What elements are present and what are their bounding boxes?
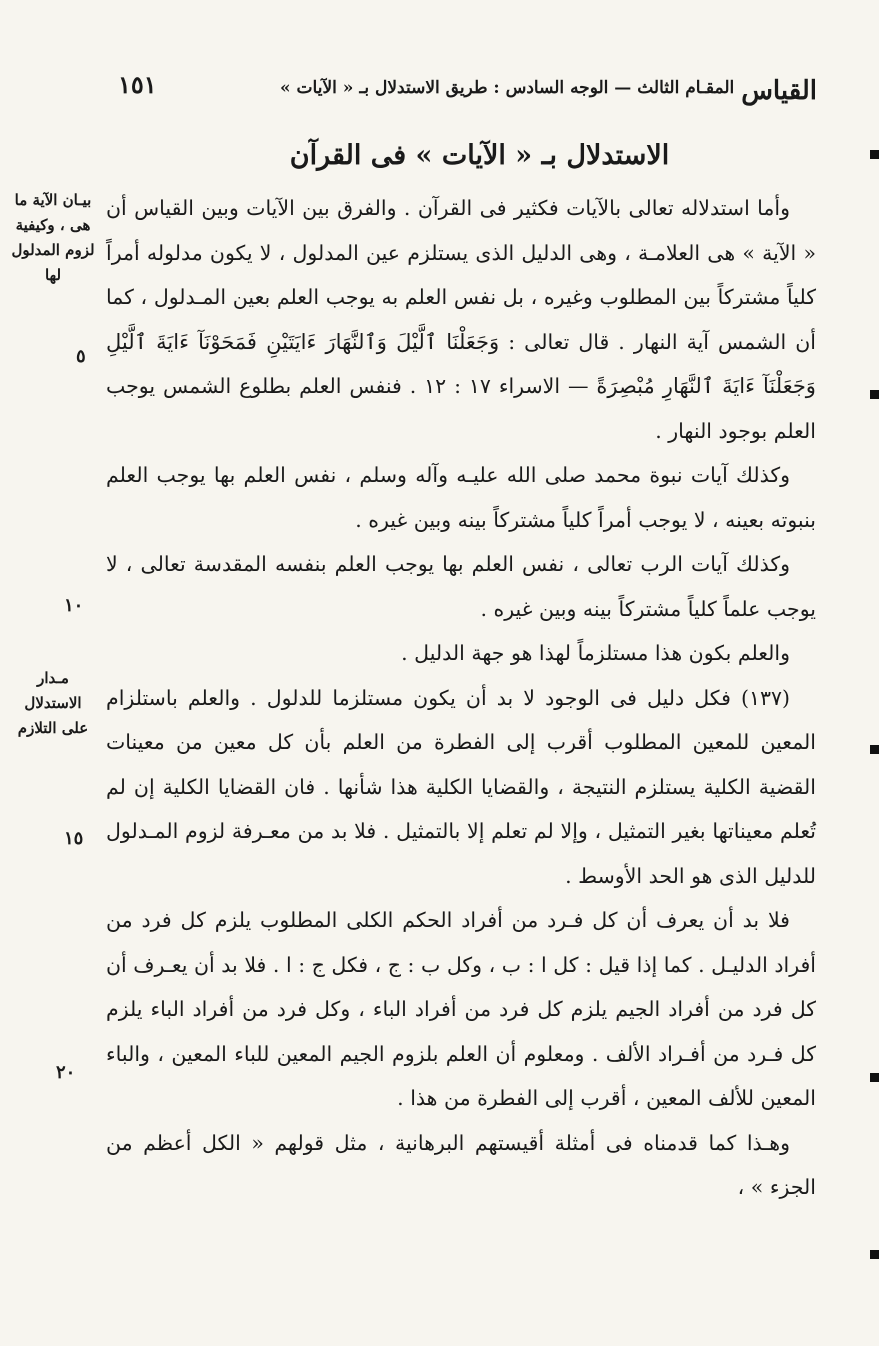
edge-mark [870,1073,879,1082]
running-title: القياس [741,76,817,106]
edge-mark [870,150,879,159]
margin-note-inference-basis: مـدار الاستدلال على التلازم [17,669,89,737]
edge-mark [870,390,879,399]
section-header: المقـام الثالث — الوجه السادس : طريق الاستدلال بـ « الآيات » [280,78,735,98]
edge-mark [870,745,879,754]
section-heading: الاستدلال بـ « الآيات » فى القرآن [289,140,670,171]
edge-mark [870,1250,879,1259]
paragraph-text: فنفس العلم بطلوع الشمس يوجب العلم بوجود النهار . [106,374,816,443]
paragraph: وكذلك آيات الرب تعالى ، نفس العلم بها يوجب العلم بنفسه المقدسة تعالى ، لا يوجب علماً كلياً مشتركاً بينه وبين غيره . [106,552,816,621]
paragraph: (١٣٧) فكل دليل فى الوجود لا بد أن يكون مستلزما للدلول . والعلم باستلزام المعين للمعين المطلوب أقرب إلى الفطرة من العلم بأن كل معين من معينات القضية الكلية يستلزم النتيجة ، والقضايا الكلية هذا شأنها . فان القضايا الكلية إن لم تُعلم معيناتها بغير التمثيل ، وإلا لم تعلم إلا بالتمثيل . فلا بد من معـرفة لزوم المـدلول للدليل الذى هو الحد الأوسط . [106,685,816,888]
paragraph-text: وأما استدلاله تعالى بالآيات فكثير فى القرآن . والفرق بين الآيات وبين القياس أن « الآية » هى العلامـة ، وهى الدليل الذى يستلزم عين المدلول ، لا يكون مدلوله أمراً كلياً مشتركاً بين المطلوب وغيره ، بل نفس العلم به يوجب العلم بعين المـدلول ، كما أن الشمس آية النهار . قال تعالى : [106,196,816,354]
main-text [106,186,816,1210]
paragraph: وهـذا كما قدمناه فى أمثلة أقيستهم البرهانية ، مثل قولهم « الكل أعظم من الجزء » ، [106,1130,816,1199]
paragraph [106,186,816,453]
margin-note-verse-definition: بيـان الآية ما هى ، وكيفية لزوم المدلول لها [11,191,95,284]
verse-citation: — الاسراء ١٧ : ١٢ . [409,374,589,398]
paragraph: والعلم بكون هذا مستلزماً لهذا هو جهة الدليل . [401,641,790,665]
paragraph: فلا بد أن يعرف أن كل فـرد من أفراد الحكم الكلى المطلوب يلزم كل فرد من أفراد الدليـل . كما إذا قيل : كل ا : ب ، وكل ب : ج ، فكل ج : ا . فلا بد أن يعـرف أن كل فرد من أفراد الجيم يلزم كل فرد من أفراد الباء ، وكل فرد من أفراد الباء يلزم كل فـرد من أفـراد الألف . ومعلوم أن العلم بلزوم الجيم المعين للباء المعين ، والباء المعين للألف المعين ، أقرب إلى الفطرة من هذا . [106,908,816,1110]
line-number-15: ١٥ [64,828,84,849]
paragraph: وكذلك آيات نبوة محمد صلى الله عليـه وآله وسلم ، نفس العلم بها يوجب العلم بنبوته بعينه ، لا يوجب أمراً كلياً مشتركاً بينه وبين غيره . [106,463,816,532]
quran-verse: وَجَعَلْنَا ٱلَّيْلَ وَٱلنَّهَارَ ءَايَتَيْنِ فَمَحَوْنَآ ءَايَةَ ٱلَّيْلِ وَجَعَلْنَآ ءَايَةَ ٱلنَّهَارِ مُبْصِرَةً [106,329,816,398]
line-number-5: ٥ [76,346,86,367]
line-number-10: ١٠ [64,595,84,616]
page-number: ١٥١ [118,70,157,99]
line-number-20: ٢٠ [56,1062,76,1083]
